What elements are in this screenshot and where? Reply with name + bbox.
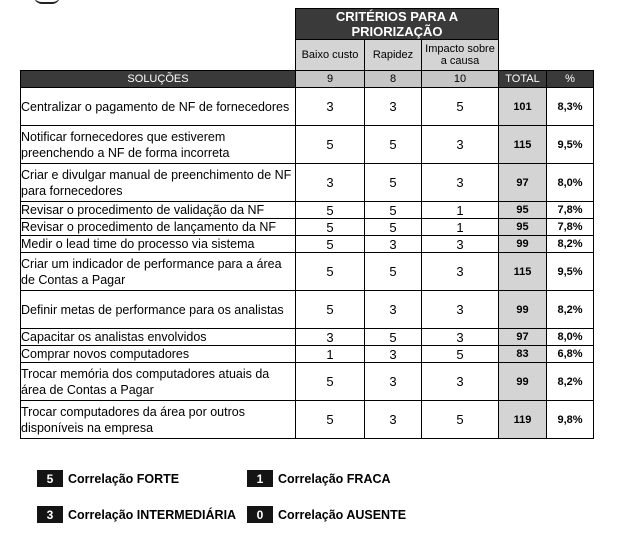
score-cell: 5: [296, 202, 365, 219]
percent-cell: 8,0%: [547, 329, 594, 346]
total-cell: 95: [499, 202, 547, 219]
score-cell: 3: [422, 236, 499, 253]
solution-cell: Capacitar os analistas envolvidos: [21, 329, 296, 346]
prioritization-matrix: [20, 8, 594, 439]
score-cell: 5: [296, 236, 365, 253]
total-cell: 101: [499, 88, 547, 126]
total-cell: 99: [499, 363, 547, 401]
score-cell: 5: [365, 253, 422, 291]
score-cell: 5: [365, 126, 422, 164]
score-cell: 3: [422, 329, 499, 346]
score-cell: 5: [365, 164, 422, 202]
percent-cell: 8,2%: [547, 291, 594, 329]
percent-cell: 7,8%: [547, 202, 594, 219]
table-row: [21, 346, 594, 363]
score-cell: 5: [365, 329, 422, 346]
legend-intermediate: [37, 506, 236, 523]
legend-label: Correlação AUSENTE: [278, 507, 407, 522]
cropped-title-glyph: [34, 0, 60, 4]
score-cell: 3: [296, 164, 365, 202]
percent-cell: 8,2%: [547, 363, 594, 401]
score-cell: 3: [365, 291, 422, 329]
table-row: [21, 329, 594, 346]
legend-value: 3: [37, 506, 63, 523]
score-cell: 5: [296, 401, 365, 439]
table-row: [21, 236, 594, 253]
solution-cell: Criar e divulgar manual de preenchimento de NF para fornecedores: [21, 164, 296, 202]
total-cell: 115: [499, 253, 547, 291]
table-row: [21, 219, 594, 236]
solution-cell: Revisar o procedimento de validação da NF: [21, 202, 296, 219]
score-cell: 5: [365, 202, 422, 219]
table-row: [21, 88, 594, 126]
solution-cell: Criar um indicador de performance para a área de Contas a Pagar: [21, 253, 296, 291]
criterion-speed: Rapidez: [365, 40, 422, 71]
score-cell: 5: [296, 219, 365, 236]
weight-low-cost: 9: [296, 71, 365, 88]
solution-cell: Notificar fornecedores que estiverem preenchendo a NF de forma incorreta: [21, 126, 296, 164]
table-row: [21, 401, 594, 439]
percent-cell: 9,8%: [547, 401, 594, 439]
score-cell: 3: [422, 363, 499, 401]
solution-cell: Trocar computadores da área por outros disponíveis na empresa: [21, 401, 296, 439]
legend-strong: [37, 470, 179, 487]
solution-cell: Centralizar o pagamento de NF de fornecedores: [21, 88, 296, 126]
criterion-impact: Impacto sobre a causa: [422, 40, 499, 71]
score-cell: 3: [365, 346, 422, 363]
solution-cell: Revisar o procedimento de lançamento da NF: [21, 219, 296, 236]
total-header: TOTAL: [499, 71, 547, 88]
table-row: [21, 363, 594, 401]
score-cell: 5: [296, 363, 365, 401]
percent-header: %: [547, 71, 594, 88]
percent-cell: 8,2%: [547, 236, 594, 253]
legend-value: 0: [247, 506, 273, 523]
table-row: [21, 202, 594, 219]
total-cell: 97: [499, 164, 547, 202]
score-cell: 3: [365, 236, 422, 253]
table-row: [21, 253, 594, 291]
total-cell: 115: [499, 126, 547, 164]
score-cell: 3: [365, 363, 422, 401]
percent-cell: 8,0%: [547, 164, 594, 202]
percent-cell: 8,3%: [547, 88, 594, 126]
score-cell: 5: [422, 401, 499, 439]
total-cell: 95: [499, 219, 547, 236]
score-cell: 3: [422, 164, 499, 202]
legend-value: 5: [37, 470, 63, 487]
score-cell: 3: [365, 88, 422, 126]
score-cell: 1: [422, 219, 499, 236]
criterion-low-cost: Baixo custo: [296, 40, 365, 71]
total-cell: 99: [499, 291, 547, 329]
solution-cell: Comprar novos computadores: [21, 346, 296, 363]
total-cell: 97: [499, 329, 547, 346]
legend-label: Correlação FORTE: [68, 471, 180, 486]
total-cell: 99: [499, 236, 547, 253]
legend-absent: [247, 506, 406, 523]
weight-impact: 10: [422, 71, 499, 88]
score-cell: 1: [296, 346, 365, 363]
legend-label: Correlação FRACA: [278, 471, 391, 486]
score-cell: 3: [422, 291, 499, 329]
score-cell: 3: [422, 253, 499, 291]
table-row: [21, 291, 594, 329]
score-cell: 3: [296, 88, 365, 126]
total-cell: 83: [499, 346, 547, 363]
percent-cell: 9,5%: [547, 253, 594, 291]
score-cell: 1: [422, 202, 499, 219]
score-cell: 3: [365, 401, 422, 439]
score-cell: 5: [296, 126, 365, 164]
score-cell: 5: [296, 253, 365, 291]
weight-speed: 8: [365, 71, 422, 88]
total-cell: 119: [499, 401, 547, 439]
percent-cell: 6,8%: [547, 346, 594, 363]
score-cell: 5: [296, 291, 365, 329]
score-cell: 3: [422, 126, 499, 164]
percent-cell: 7,8%: [547, 219, 594, 236]
percent-cell: 9,5%: [547, 126, 594, 164]
solution-cell: Medir o lead time do processo via sistema: [21, 236, 296, 253]
criteria-header: CRITÉRIOS PARA A PRIORIZAÇÃO: [296, 9, 499, 40]
score-cell: 5: [422, 88, 499, 126]
legend-value: 1: [247, 470, 273, 487]
score-cell: 3: [296, 329, 365, 346]
score-cell: 5: [365, 219, 422, 236]
solutions-header: SOLUÇÕES: [21, 71, 296, 88]
legend-label: Correlação INTERMEDIÁRIA: [68, 507, 237, 522]
score-cell: 5: [422, 346, 499, 363]
solution-cell: Trocar memória dos computadores atuais da área de Contas a Pagar: [21, 363, 296, 401]
table-row: [21, 126, 594, 164]
table-row: [21, 164, 594, 202]
legend-weak: [247, 470, 391, 487]
solution-cell: Definir metas de performance para os analistas: [21, 291, 296, 329]
